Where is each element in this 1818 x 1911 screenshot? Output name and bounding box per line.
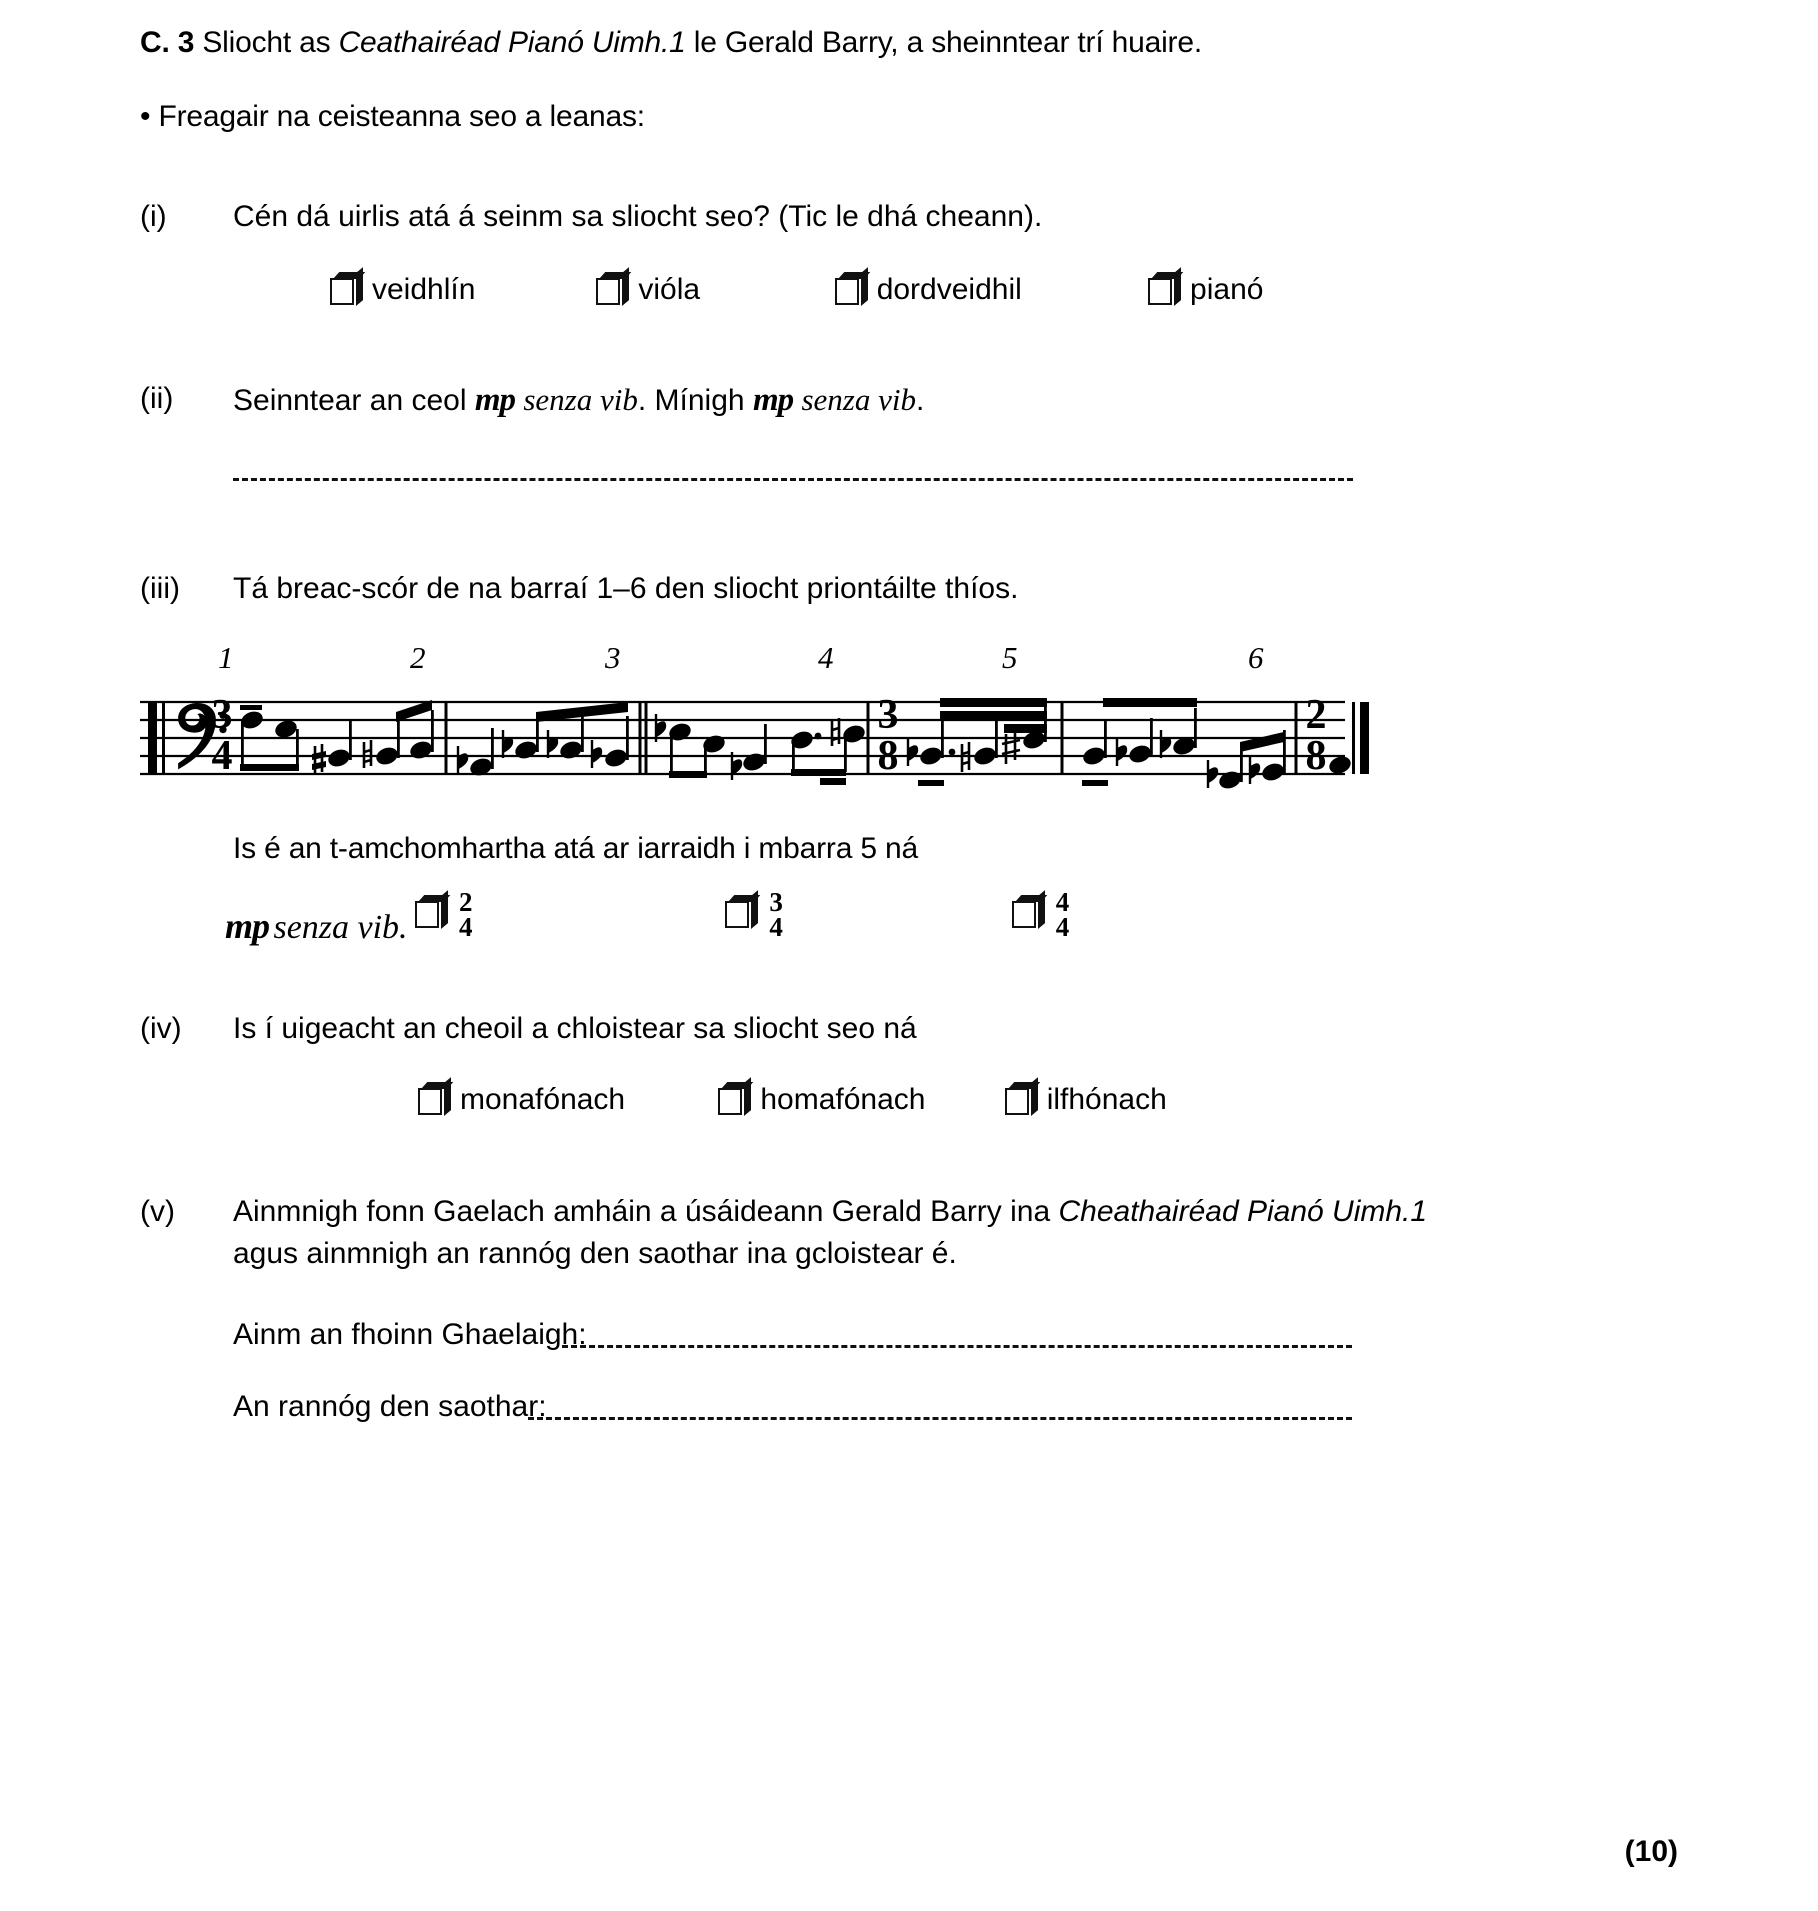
marks-total: (10) xyxy=(1624,1835,1678,1868)
question-v-number: (v) xyxy=(140,1195,175,1228)
texture-options xyxy=(418,1082,1167,1117)
timesig-glyph xyxy=(459,887,473,942)
bar-number-1: 1 xyxy=(218,640,234,675)
timesig-top: 4 xyxy=(1055,887,1070,917)
answer-line-rannog[interactable] xyxy=(528,1417,1352,1420)
checkbox-icon[interactable] xyxy=(1148,272,1176,306)
answer-label-fonn: Ainm an fhoinn Ghaelaigh: xyxy=(233,1318,587,1351)
checkbox-icon[interactable] xyxy=(596,272,624,306)
question-v-text-line2: agus ainmnigh an rannóg den saothar ina gcloistear é. xyxy=(233,1237,957,1270)
timesig-top: 2 xyxy=(459,887,473,917)
timesig-bottom: 4 xyxy=(1055,911,1070,942)
question-ii-number: (ii) xyxy=(140,382,174,415)
score-dynamic-marking xyxy=(225,905,408,947)
expression-senza-vib-2: senza vib xyxy=(801,382,916,417)
checkbox-icon[interactable] xyxy=(725,895,753,929)
checkbox-icon[interactable] xyxy=(718,1082,746,1116)
option-timesig-2-4[interactable] xyxy=(415,887,717,942)
question-ii-lead: Seinntear an ceol xyxy=(233,384,475,417)
answer-label-rannog: An rannóg den saothar: xyxy=(233,1390,547,1423)
expression-senza-vib-score: senza vib. xyxy=(273,909,408,946)
timesig-glyph xyxy=(1055,887,1070,942)
answer-line-ii[interactable] xyxy=(233,478,1353,481)
question-i-number: (i) xyxy=(140,200,167,233)
checkbox-icon[interactable] xyxy=(1012,895,1040,929)
music-score xyxy=(140,640,1380,820)
timesig-glyph xyxy=(769,887,783,942)
timesig-top: 3 xyxy=(769,887,783,917)
svg-text:3: 3 xyxy=(211,692,233,738)
option-label: homafónach xyxy=(760,1083,926,1116)
option-viola[interactable] xyxy=(596,272,826,307)
option-timesig-3-4[interactable] xyxy=(725,887,1003,942)
option-veidhlin[interactable] xyxy=(330,272,588,307)
option-ilfhonach[interactable] xyxy=(1005,1082,1167,1117)
expression-senza-vib-1: senza vib xyxy=(523,382,638,417)
staff-notation xyxy=(140,668,1380,818)
svg-text:8: 8 xyxy=(877,733,899,779)
question-v-text-line1 xyxy=(233,1195,1427,1229)
svg-text:4: 4 xyxy=(211,733,233,779)
option-homafonach[interactable] xyxy=(718,1082,996,1117)
page-title xyxy=(140,22,1202,63)
question-iii-text: Tá breac-scór de na barraí 1–6 den sliocht priontáilte thíos. xyxy=(233,572,1019,605)
question-iv-number: (iv) xyxy=(140,1012,182,1045)
answer-line-fonn[interactable] xyxy=(562,1345,1352,1348)
option-piano[interactable] xyxy=(1148,272,1263,307)
checkbox-icon[interactable] xyxy=(418,1082,446,1116)
bar-number-5: 5 xyxy=(1002,640,1018,675)
question-iii-subtext: Is é an t-amchomhartha atá ar iarraidh i mbarra 5 ná xyxy=(233,832,918,865)
instrument-options xyxy=(330,272,1263,307)
work-title: Ceathairéad Pianó Uimh.1 xyxy=(338,26,686,59)
instruction-text: • Freagair na ceisteanna seo a leanas: xyxy=(140,100,645,133)
bar-number-6: 6 xyxy=(1248,640,1264,675)
checkbox-icon[interactable] xyxy=(330,272,358,306)
question-label: C. 3 xyxy=(140,26,195,59)
dynamic-mp-2: mp xyxy=(752,382,794,418)
work-title-v: Cheathairéad Pianó Uimh.1 xyxy=(1058,1195,1428,1228)
option-label: ilfhónach xyxy=(1046,1083,1167,1116)
bar-number-2: 2 xyxy=(410,640,426,675)
checkbox-icon[interactable] xyxy=(415,895,443,929)
checkbox-icon[interactable] xyxy=(835,272,863,306)
question-ii-text xyxy=(233,382,924,419)
dynamic-mp-1: mp xyxy=(474,382,516,418)
option-label: veidhlín xyxy=(372,273,476,306)
question-ii-end: . xyxy=(915,384,925,417)
question-v-lead: Ainmnigh fonn Gaelach amháin a úsáideann Gerald Barry ina xyxy=(233,1195,1059,1228)
header-text-after: le Gerald Barry, a sheinntear trí huaire. xyxy=(685,26,1202,59)
bar-number-4: 4 xyxy=(818,640,834,675)
svg-text:3: 3 xyxy=(877,692,899,738)
option-label: pianó xyxy=(1190,273,1264,306)
svg-text:8: 8 xyxy=(1305,733,1327,779)
option-label: vióla xyxy=(638,273,701,306)
header-text-before: Sliocht as xyxy=(194,26,339,59)
question-i-text: Cén dá uirlis atá á seinm sa sliocht seo? (Tic le dhá cheann). xyxy=(233,200,1043,233)
timesig-bottom: 4 xyxy=(769,911,783,942)
option-dordveidhil[interactable] xyxy=(835,272,1140,307)
checkbox-icon[interactable] xyxy=(1005,1082,1033,1116)
question-iv-text: Is í uigeacht an cheoil a chloistear sa sliocht seo ná xyxy=(233,1012,917,1045)
timesig-bottom: 4 xyxy=(459,911,473,942)
option-label: monafónach xyxy=(460,1083,626,1116)
question-ii-mid: . Mínigh xyxy=(637,384,753,417)
svg-text:2: 2 xyxy=(1305,692,1327,738)
option-label: dordveidhil xyxy=(876,273,1022,306)
option-timesig-4-4[interactable] xyxy=(1012,887,1070,942)
question-iii-number: (iii) xyxy=(140,572,180,605)
bar-number-3: 3 xyxy=(605,640,621,675)
timesig-options xyxy=(415,887,1070,942)
option-monafonach[interactable] xyxy=(418,1082,710,1117)
dynamic-mp-score: mp xyxy=(225,906,270,946)
